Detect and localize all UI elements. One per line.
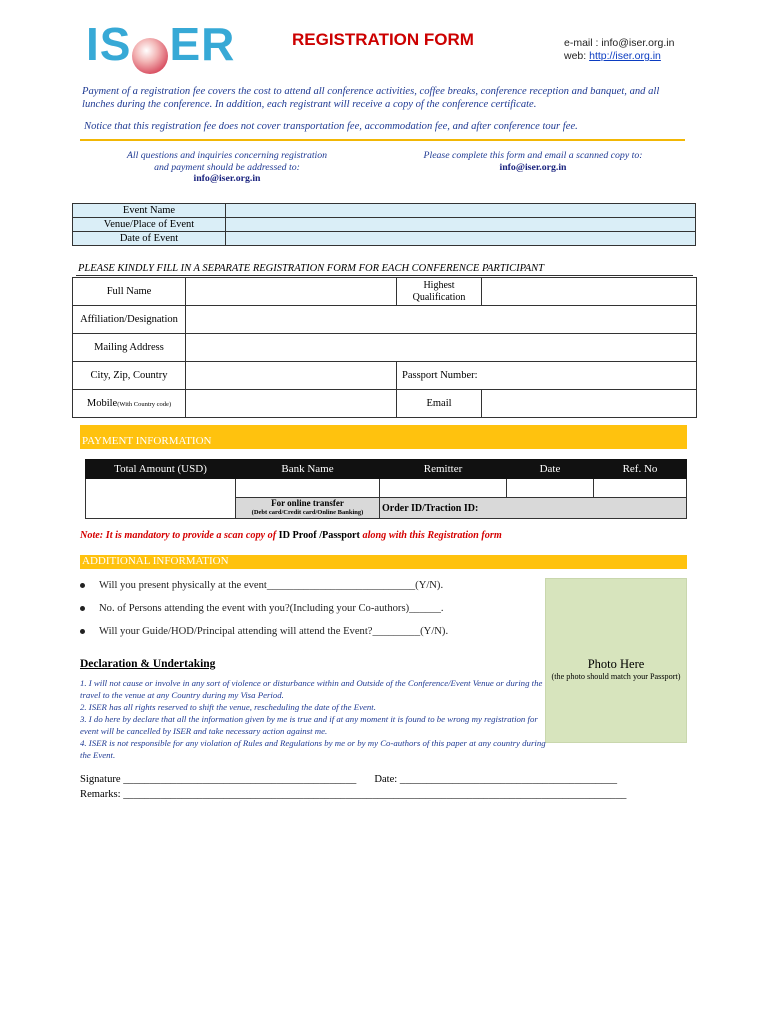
- fill-note-underline: [76, 275, 693, 276]
- event-date-field[interactable]: [226, 232, 696, 246]
- mandatory-note-id: ID Proof /Passport: [278, 530, 360, 541]
- fee-description: Payment of a registration fee covers the cost to attend all conference activities, coffee breaks, conference reception and banquet, and all lunches during the conference. In addition, each registrant will receive a copy of the conference certificate.: [82, 86, 660, 110]
- fee-notice: Notice that this registration fee does not cover transportation fee, accommodation fee, and after conference tour fee.: [84, 121, 578, 132]
- web-link[interactable]: http://iser.org.in: [589, 50, 661, 62]
- table-row: [73, 278, 697, 306]
- online-transfer-text: For online transfer: [271, 498, 344, 508]
- additional-heading: ADDITIONAL INFORMATION: [82, 555, 229, 567]
- table-row: [86, 479, 687, 498]
- event-date-label: Date of Event: [73, 232, 226, 246]
- table-row: [73, 218, 696, 232]
- fill-note: PLEASE KINDLY FILL IN A SEPARATE REGISTRATION FORM FOR EACH CONFERENCE PARTICIPANT: [78, 263, 544, 274]
- city-field[interactable]: [186, 362, 397, 390]
- question-text: No. of Persons attending the event with you?(Including your Co-authors)______.: [99, 603, 444, 614]
- table-row: [73, 334, 697, 362]
- payment-section-header: [80, 425, 687, 449]
- question-text: Will you present physically at the event____________________________(Y/N).: [99, 580, 444, 591]
- mobile-field[interactable]: [186, 390, 397, 418]
- mandatory-note: [80, 530, 502, 541]
- total-amount-field[interactable]: [86, 479, 236, 519]
- full-name-label: Full Name: [73, 278, 186, 306]
- bullet-icon: [80, 583, 85, 588]
- contact-email: e-mail : info@iser.org.in: [564, 37, 675, 49]
- email-label: Email: [397, 390, 482, 418]
- venue-label: Venue/Place of Event: [73, 218, 226, 232]
- contact-web: [564, 50, 674, 63]
- mobile-label: [73, 390, 186, 418]
- date-field[interactable]: [507, 479, 594, 498]
- mobile-note: (With Country code): [117, 401, 172, 408]
- declaration-text: [80, 677, 555, 761]
- question-guide[interactable]: [80, 626, 448, 637]
- bank-name-field[interactable]: [236, 479, 380, 498]
- globe-icon: [132, 38, 168, 74]
- mobile-text: Mobile: [86, 398, 118, 409]
- declaration-line: 1. I will not cause or involve in any sort of violence or disturbance within and Outside of the Conference/Event Venue or during the travel to the venue at any Country during my Visa Period.: [80, 678, 543, 700]
- mailing-address-label: Mailing Address: [73, 334, 186, 362]
- passport-label: Passport Number:: [402, 370, 478, 381]
- order-id-label: Order ID/Traction ID:: [382, 502, 479, 514]
- photo-title: Photo Here: [587, 657, 645, 671]
- ref-no-field[interactable]: [594, 479, 687, 498]
- question-persons[interactable]: [80, 603, 444, 614]
- inquiries-line-2: and payment should be addressed to:: [154, 161, 300, 173]
- passport-field[interactable]: [397, 362, 697, 390]
- col-remitter: Remitter: [380, 460, 507, 479]
- photo-box[interactable]: [545, 578, 687, 743]
- table-row: [73, 362, 697, 390]
- submission-info: [398, 150, 668, 173]
- inquiries-email[interactable]: info@iser.org.in: [193, 173, 261, 184]
- photo-subtitle: (the photo should match your Passport): [551, 672, 681, 681]
- online-transfer-label: [236, 498, 380, 519]
- logo-text-left: IS: [86, 18, 132, 70]
- table-row: [73, 390, 697, 418]
- city-label: City, Zip, Country: [73, 362, 186, 390]
- online-transfer-note: (Debt card/Credit card/Online Banking): [251, 509, 364, 516]
- qualification-label: Highest Qualification: [397, 278, 482, 306]
- bullet-icon: [80, 606, 85, 611]
- qualification-field[interactable]: [482, 278, 697, 306]
- contact-info: [564, 37, 674, 63]
- inquiries-line-1: All questions and inquiries concerning registration: [126, 150, 328, 161]
- venue-field[interactable]: [226, 218, 696, 232]
- col-total-amount: Total Amount (USD): [86, 460, 236, 479]
- mandatory-note-text-2: along with this Registration form: [359, 530, 502, 541]
- additional-section-header: [80, 555, 687, 569]
- remarks-line[interactable]: Remarks: _______________________________________________________________________________________________: [80, 789, 627, 800]
- participant-table: [72, 277, 697, 418]
- table-header-row: [86, 460, 687, 479]
- event-table: [72, 203, 696, 246]
- signature-field: Signature ____________________________________________: [80, 774, 357, 785]
- date-field-footer: Date: _________________________________________: [374, 774, 618, 785]
- payment-heading: PAYMENT INFORMATION: [82, 435, 212, 447]
- remitter-field[interactable]: [380, 479, 507, 498]
- submission-email[interactable]: info@iser.org.in: [499, 161, 567, 173]
- mandatory-note-text-1: Note: It is mandatory to provide a scan copy of: [80, 530, 279, 541]
- table-row: [73, 232, 696, 246]
- iser-logo: [86, 20, 236, 68]
- web-label: web:: [564, 50, 590, 62]
- order-id-field[interactable]: [380, 498, 687, 519]
- col-ref-no: Ref. No: [594, 460, 687, 479]
- submission-line: Please complete this form and email a scanned copy to:: [423, 150, 643, 161]
- logo-text-right: ER: [169, 18, 236, 70]
- affiliation-label: Affiliation/Designation: [73, 306, 186, 334]
- form-title: REGISTRATION FORM: [292, 30, 474, 49]
- event-name-field[interactable]: [226, 204, 696, 218]
- payment-table: [85, 459, 687, 519]
- declaration-heading: Declaration & Undertaking: [80, 658, 216, 670]
- bullet-icon: [80, 629, 85, 634]
- col-date: Date: [507, 460, 594, 479]
- table-row: [73, 306, 697, 334]
- declaration-line: 4. ISER is not responsible for any violation of Rules and Regulations by me or by my Co-authors of this paper at any country during the Event.: [80, 738, 546, 760]
- mailing-address-field[interactable]: [186, 334, 697, 362]
- col-bank-name: Bank Name: [236, 460, 380, 479]
- signature-line[interactable]: [80, 774, 617, 785]
- declaration-line: 2. ISER has all rights reserved to shift the venue, rescheduling the date of the Event.: [80, 702, 376, 712]
- declaration-line: 3. I do here by declare that all the information given by me is true and if at any moment it is found to be wrong my registration for event will be cancelled by ISER and take necessary action against me.: [80, 714, 538, 736]
- affiliation-field[interactable]: [186, 306, 697, 334]
- full-name-field[interactable]: [186, 278, 397, 306]
- question-present[interactable]: [80, 580, 443, 591]
- inquiries-info: [112, 150, 342, 185]
- event-name-label: Event Name: [73, 204, 226, 218]
- divider: [80, 139, 685, 141]
- question-text: Will your Guide/HOD/Principal attending will attend the Event?_________(Y/N).: [99, 626, 449, 637]
- table-row: [73, 204, 696, 218]
- email-field[interactable]: [482, 390, 697, 418]
